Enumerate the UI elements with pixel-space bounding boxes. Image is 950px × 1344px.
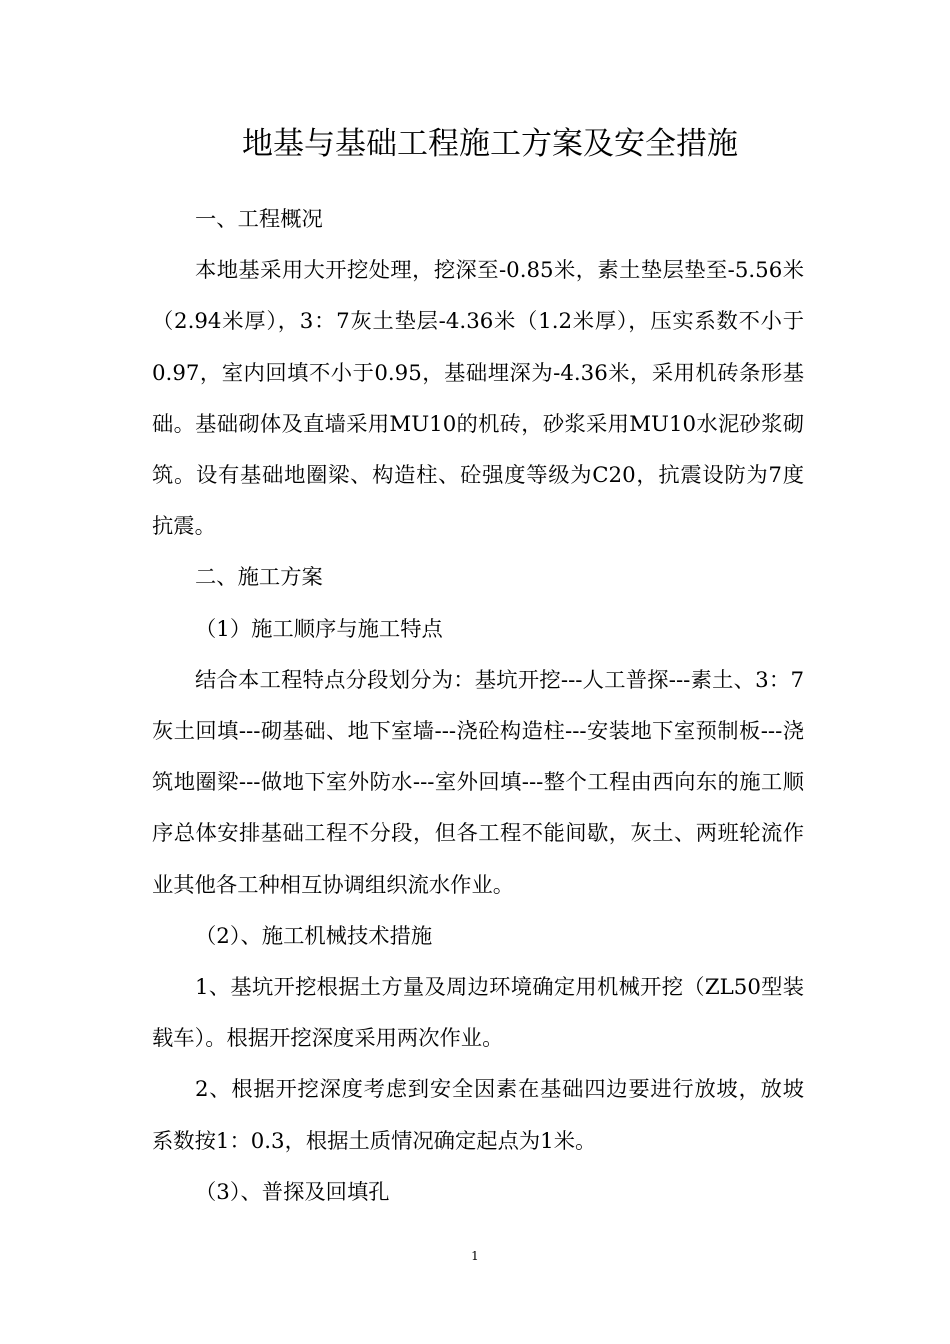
paragraph-sequence: 结合本工程特点分段划分为：基坑开挖---人工普探---素土、3：7灰土回填---砌基础、地下室墙---浇砼构造柱---安装地下室预制板---浇筑地圈梁---做地下室外防水---室外回填---整个工程由西向东的施工顺序总体安排基础工程不分段，但各工程不能间歇，灰土、两班轮流作业其他各工种相互协调组织流水作业。 <box>152 667 804 898</box>
document-title: 地基与基础工程施工方案及安全措施 <box>242 126 738 162</box>
subheading-probe: （3）、普探及回填孔 <box>195 1179 390 1205</box>
page-number: 1 <box>471 1249 479 1263</box>
paragraph-item-2: 2、根据开挖深度考虑到安全因素在基础四边要进行放坡，放坡系数按1：0.3，根据土质情况确定起点为1米。 <box>152 1077 804 1154</box>
subheading-sequence: （1）施工顺序与施工特点 <box>195 616 443 642</box>
document-body <box>152 194 804 1218</box>
section-heading-plan: 二、施工方案 <box>195 565 323 591</box>
subheading-machinery: （2）、施工机械技术措施 <box>195 923 433 949</box>
paragraph-overview: 本地基采用大开挖处理，挖深至-0.85米，素土垫层垫至-5.56米（2.94米厚），3：7灰土垫层-4.36米（1.2米厚），压实系数不小于0.97，室内回填不小于0.95，基础埋深为-4.36米，采用机砖条形基础。基础砌体及直墙采用MU10的机砖，砂浆采用MU10水泥砂浆砌筑。设有基础地圈梁、构造柱、砼强度等级为C20，抗震设防为7度抗震。 <box>152 258 804 540</box>
section-heading-overview: 一、工程概况 <box>195 207 323 232</box>
paragraph-item-1: 1、基坑开挖根据土方量及周边环境确定用机械开挖（ZL50型装载车）。根据开挖深度采用两次作业。 <box>152 975 804 1052</box>
